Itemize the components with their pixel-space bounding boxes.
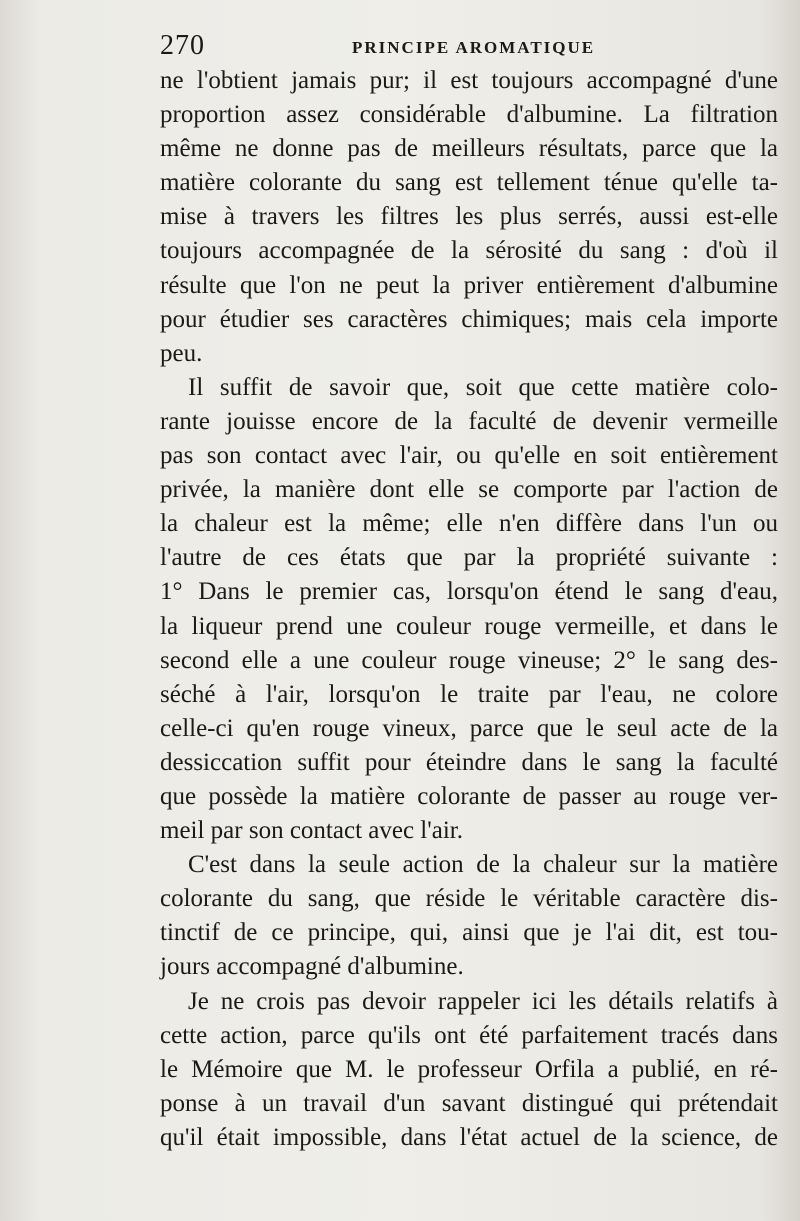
text-line: que possède la matière colorante de passer au rouge ver- (160, 782, 778, 810)
text-line: Je ne crois pas devoir rappeler ici les détails relatifs à (188, 987, 778, 1015)
text-line: meil par son contact avec l'air. (160, 817, 463, 845)
text-line: proportion assez considérable d'albumine. La filtration (160, 101, 778, 129)
text-line: toujours accompagnée de la sérosité du sang : d'où il (160, 237, 778, 265)
text-line: peu. (160, 339, 203, 367)
text-line: qu'il était impossible, dans l'état actuel de la science, de (160, 1123, 778, 1151)
text-line: C'est dans la seule action de la chaleur sur la matière (188, 851, 778, 879)
text-line: rante jouisse encore de la faculté de devenir vermeille (160, 407, 778, 435)
text-line: cette action, parce qu'ils ont été parfaitement tracés dans (160, 1021, 778, 1049)
text-line: dessiccation suffit pour éteindre dans le sang la faculté (160, 748, 778, 776)
text-line: 1° Dans le premier cas, lorsqu'on étend le sang d'eau, (160, 578, 778, 606)
text-line: ne l'obtient jamais pur; il est toujours accompagné d'une (160, 67, 778, 94)
text-line: ponse à un travail d'un savant distingué qui prétendait (160, 1089, 778, 1117)
text-line: privée, la manière dont elle se comporte par l'action de (160, 476, 778, 504)
text-line: même ne donne pas de meilleurs résultats, parce que la (160, 135, 778, 163)
page-header (160, 30, 780, 66)
body-text (160, 64, 778, 1155)
text-line: mise à travers les filtres les plus serrés, aussi est-elle (160, 203, 778, 231)
text-line: pour étudier ses caractères chimiques; mais cela importe (160, 305, 778, 333)
text-line: séché à l'air, lorsqu'on le traite par l'eau, ne colore (160, 680, 778, 708)
text-line: jours accompagné d'albumine. (160, 953, 464, 981)
text-line: tinctif de ce principe, qui, ainsi que je l'ai dit, est tou- (160, 919, 778, 947)
text-line: Il suffit de savoir que, soit que cette matière colo- (188, 373, 778, 401)
text-line: le Mémoire que M. le professeur Orfila a publié, en ré- (160, 1055, 778, 1083)
text-line: second elle a une couleur rouge vineuse; 2° le sang des- (160, 646, 778, 674)
running-head: PRINCIPE AROMATIQUE (352, 38, 596, 57)
text-line: la chaleur est la même; elle n'en diffère dans l'un ou (160, 510, 778, 538)
text-line: l'autre de ces états que par la propriété suivante : (160, 544, 778, 572)
page-number: 270 (160, 30, 205, 61)
text-line: résulte que l'on ne peut la priver entièrement d'albumine (160, 271, 778, 299)
text-line: celle-ci qu'en rouge vineux, parce que le seul acte de la (160, 714, 778, 742)
text-line: la liqueur prend une couleur rouge vermeille, et dans le (160, 612, 778, 640)
text-line: pas son contact avec l'air, ou qu'elle en soit entièrement (160, 442, 778, 470)
text-line: colorante du sang, que réside le véritable caractère dis- (160, 885, 778, 913)
text-line: matière colorante du sang est tellement ténue qu'elle ta- (160, 169, 778, 197)
